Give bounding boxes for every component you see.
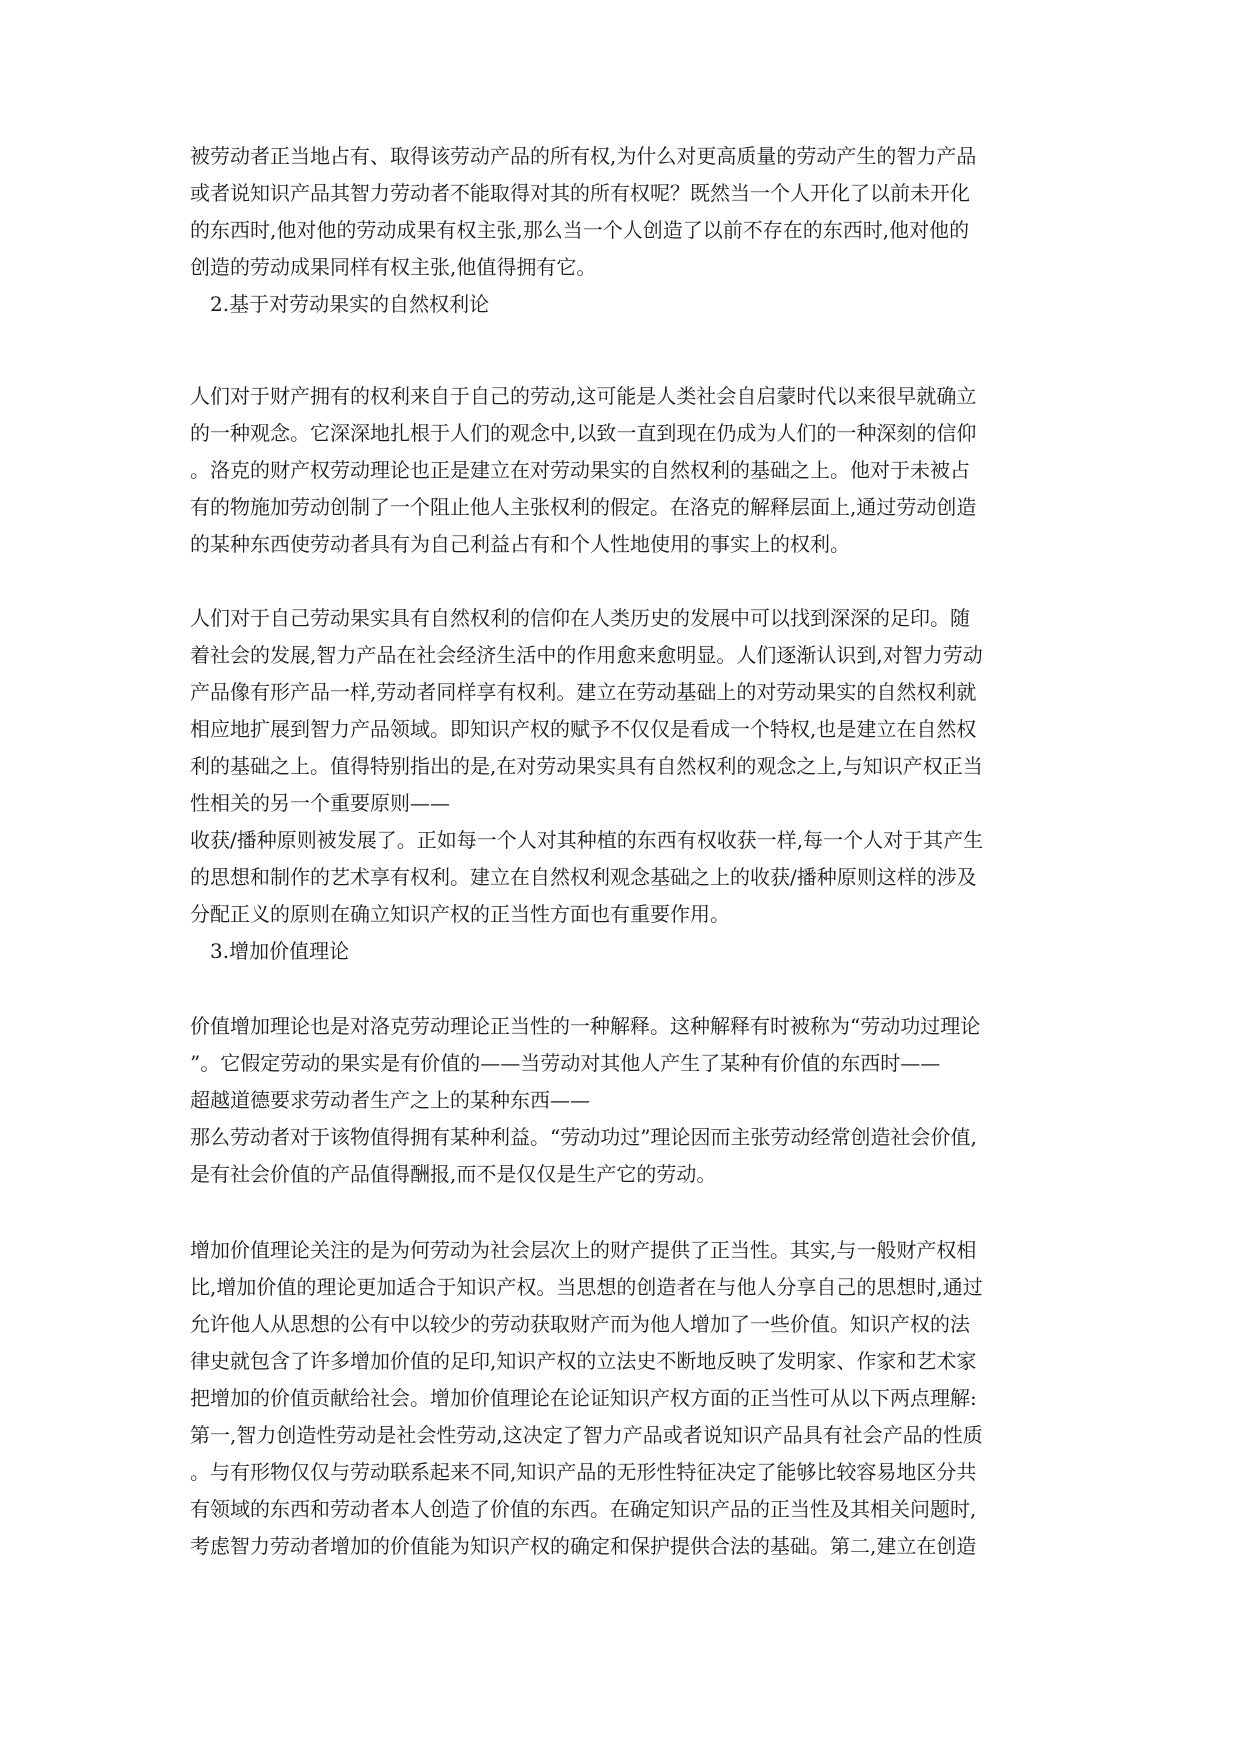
text-line: 增加价值理论关注的是为何劳动为社会层次上的财产提供了正当性。其实,与一般财产权相 bbox=[190, 1238, 977, 1262]
text-line: 那么劳动者对于该物值得拥有某种利益。“劳动功过”理论因而主张劳动经常创造社会价值, bbox=[190, 1125, 977, 1149]
text-line: 把增加的价值贡献给社会。增加价值理论在论证知识产权方面的正当性可从以下两点理解: bbox=[190, 1386, 977, 1410]
text-line: 创造的劳动成果同样有权主张,他值得拥有它。 bbox=[190, 255, 597, 279]
text-line: 人们对于财产拥有的权利来自于自己的劳动,这可能是人类社会自启蒙时代以来很早就确立 bbox=[190, 384, 977, 408]
text-line: 的某种东西使劳动者具有为自己利益占有和个人性地使用的事实上的权利。 bbox=[190, 532, 850, 556]
text-line: 考虑智力劳动者增加的价值能为知识产权的确定和保护提供合法的基础。第二,建立在创造 bbox=[190, 1534, 977, 1558]
text-line: 。与有形物仅仅与劳动联系起来不同,知识产品的无形性特征决定了能够比较容易地区分共 bbox=[190, 1460, 977, 1484]
paragraph-block-1 bbox=[190, 138, 1050, 323]
text-line: 人们对于自己劳动果实具有自然权利的信仰在人类历史的发展中可以找到深深的足印。随 bbox=[190, 606, 970, 630]
text-line: 的思想和制作的艺术享有权利。建立在自然权利观念基础之上的收获/播种原则这样的涉及 bbox=[190, 865, 977, 889]
text-line: 利的基础之上。值得特别指出的是,在对劳动果实具有自然权利的观念之上,与知识产权正当 bbox=[190, 754, 983, 778]
text-line: 是有社会价值的产品值得酬报,而不是仅仅是生产它的劳动。 bbox=[190, 1162, 717, 1186]
text-line: 的一种观念。它深深地扎根于人们的观念中,以致一直到现在仍成为人们的一种深刻的信仰 bbox=[190, 421, 977, 445]
text-line: 或者说知识产品其智力劳动者不能取得对其的所有权呢？既然当一个人开化了以前未开化 bbox=[190, 181, 970, 205]
text-line: 价值增加理论也是对洛克劳动理论正当性的一种解释。这种解释有时被称为“劳动功过理论 bbox=[190, 1014, 981, 1038]
text-line: 第一,智力创造性劳动是社会性劳动,这决定了智力产品或者说知识产品具有社会产品的性质 bbox=[190, 1423, 983, 1447]
text-line: 产品像有形产品一样,劳动者同样享有权利。建立在劳动基础上的对劳动果实的自然权利就 bbox=[190, 680, 977, 704]
text-line: 的东西时,他对他的劳动成果有权主张,那么当一个人创造了以前不存在的东西时,他对他的 bbox=[190, 218, 970, 242]
text-line: 允许他人从思想的公有中以较少的劳动获取财产而为他人增加了一些价值。知识产权的法 bbox=[190, 1312, 970, 1336]
section-heading-3: 3.增加价值理论 bbox=[210, 939, 350, 963]
text-line: 被劳动者正当地占有、取得该劳动产品的所有权,为什么对更高质量的劳动产生的智力产品 bbox=[190, 144, 977, 168]
text-line: 比,增加价值的理论更加适合于知识产权。当思想的创造者在与他人分享自己的思想时,通过 bbox=[190, 1275, 983, 1299]
text-line: 有的物施加劳动创制了一个阻止他人主张权利的假定。在洛克的解释层面上,通过劳动创造 bbox=[190, 495, 977, 519]
text-line: ”。它假定劳动的果实是有价值的——当劳动对其他人产生了某种有价值的东西时—— bbox=[190, 1051, 941, 1075]
text-line: 分配正义的原则在确立知识产权的正当性方面也有重要作用。 bbox=[190, 902, 730, 926]
text-line: 有领域的东西和劳动者本人创造了价值的东西。在确定知识产品的正当性及其相关问题时, bbox=[190, 1497, 977, 1521]
text-line: 收获/播种原则被发展了。正如每一个人对其种植的东西有权收获一样,每一个人对于其产生 bbox=[190, 828, 984, 852]
text-line: 超越道德要求劳动者生产之上的某种东西—— bbox=[190, 1088, 590, 1112]
paragraph-block-4 bbox=[190, 1008, 1050, 1193]
text-line: 性相关的另一个重要原则—— bbox=[190, 791, 450, 815]
text-line: 律史就包含了许多增加价值的足印,知识产权的立法史不断地反映了发明家、作家和艺术家 bbox=[190, 1349, 977, 1373]
text-line: 着社会的发展,智力产品在社会经济生活中的作用愈来愈明显。人们逐渐认识到,对智力劳动 bbox=[190, 643, 983, 667]
section-heading-2: 2.基于对劳动果实的自然权利论 bbox=[210, 292, 490, 316]
text-line: 相应地扩展到智力产品领域。即知识产权的赋予不仅仅是看成一个特权,也是建立在自然权 bbox=[190, 717, 977, 741]
paragraph-block-3 bbox=[190, 600, 1050, 970]
text-line: 。洛克的财产权劳动理论也正是建立在对劳动果实的自然权利的基础之上。他对于未被占 bbox=[190, 458, 970, 482]
paragraph-block-2 bbox=[190, 378, 1050, 563]
paragraph-block-5 bbox=[190, 1232, 1050, 1565]
